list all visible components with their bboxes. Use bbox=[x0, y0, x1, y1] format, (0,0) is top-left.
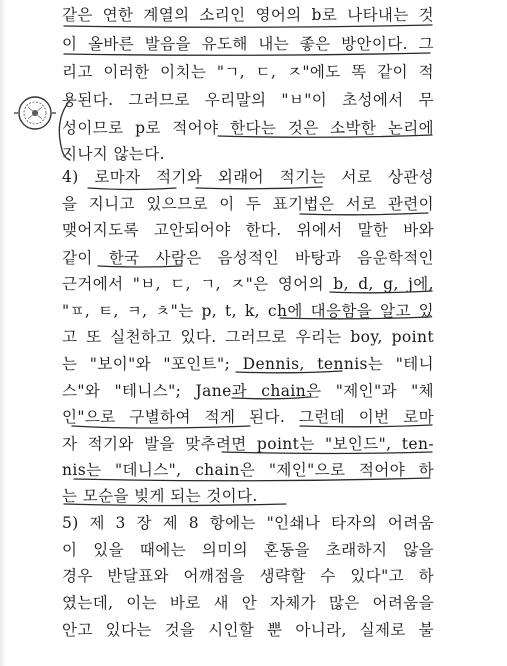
text-line-8: 을 지니고 있으므로 이 두 표기법은 서로 관련이 bbox=[62, 195, 434, 213]
text-line-14: 는 "보이"와 "포인트"; Dennis, tennis는 "테니 bbox=[62, 355, 434, 373]
text-line-11: 근거에서 "ㅂ, ㄷ, ㄱ, ㅈ"은 영어의 b, d, g, j에, bbox=[62, 275, 434, 293]
text-line-16: 인"으로 구별하여 적게 된다. 그런데 이번 로마 bbox=[62, 408, 434, 426]
text-line-18: nis는 "데니스", chain은 "제인"으로 적어야 하 bbox=[62, 461, 434, 479]
text-line-23: 였는데, 이는 바로 새 안 자체가 많은 어려움을 bbox=[62, 594, 434, 612]
text-line-7: 4) 로마자 적기와 외래어 적기는 서로 상관성 bbox=[62, 168, 434, 186]
text-line-21: 이 있을 때에는 의미의 혼동을 초래하지 않을 bbox=[62, 541, 434, 559]
text-line-15: 스"와 "테니스"; Jane과 chain은 "제인"과 "체 bbox=[62, 382, 434, 400]
margin-stamp bbox=[14, 92, 56, 134]
text-line-2: 이 올바른 발음을 유도해 내는 좋은 방안이다. 그 bbox=[62, 35, 434, 53]
text-line-10: 같이 한국 사람은 음성적인 바탕과 음운학적인 bbox=[62, 249, 434, 267]
text-line-1: 같은 연한 계열의 소리인 영어의 b로 나타내는 것 bbox=[62, 6, 434, 24]
text-line-22: 경우 반달표와 어깨점을 생략할 수 있다"고 하 bbox=[62, 567, 434, 585]
text-line-6: 지나지 않는다. bbox=[62, 145, 165, 163]
text-line-9: 맺어지도록 고안되어야 한다. 위에서 말한 바와 bbox=[62, 221, 434, 239]
text-line-13: 고 또 실천하고 있다. 그러므로 우리는 boy, point bbox=[62, 328, 434, 346]
text-line-20: 5) 제 3 장 제 8 항에는 "인쇄나 타자의 어려움 bbox=[62, 514, 434, 532]
text-line-17: 자 적기와 발을 맞추려면 point는 "보인드", ten- bbox=[62, 435, 434, 453]
text-line-4: 용된다. 그러므로 우리말의 "ㅂ"이 초성에서 무 bbox=[62, 91, 434, 109]
text-line-3: 리고 이러한 이치는 "ㄱ, ㄷ, ㅈ"에도 똑 같이 적 bbox=[62, 63, 434, 81]
text-line-24: 안고 있다는 것을 시인할 뿐 아니라, 실제로 불 bbox=[62, 621, 434, 639]
scan-shadow-edge bbox=[0, 0, 6, 666]
text-line-12: "ㅍ, ㅌ, ㅋ, ㅊ"는 p, t, k, ch에 대응함을 알고 있 bbox=[62, 302, 434, 320]
text-line-5: 성이므로 p로 적어야 한다는 것은 소박한 논리에 bbox=[62, 119, 434, 137]
text-line-19: 는 모순을 빚게 되는 것이다. bbox=[62, 487, 258, 505]
